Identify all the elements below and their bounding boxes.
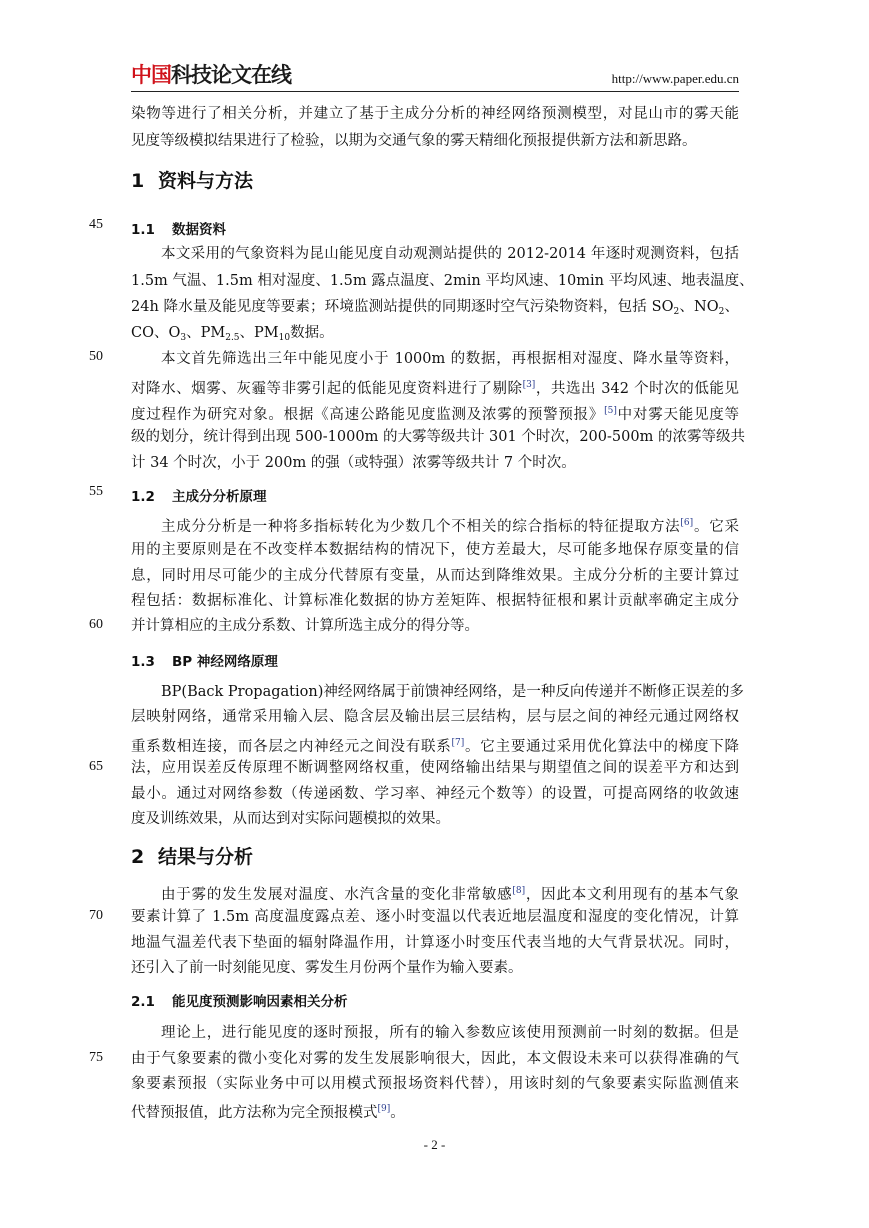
text-line: 度及训练效果，从而达到对实际问题模拟的效果。	[131, 811, 450, 827]
page-header	[131, 62, 739, 92]
text-line: 象要素预报（实际业务中可以用模式预报场资料代替），用该时刻的气象要素实际监测值来	[131, 1076, 739, 1092]
citation-ref[interactable]: [5]	[604, 406, 617, 416]
line-number: 45	[89, 217, 103, 232]
line-number: 55	[89, 484, 103, 499]
text-line: 对降水、烟雾、灰霾等非雾引起的低能见度资料进行了剔除[3]，共选出 342 个时次的低能见	[131, 380, 739, 397]
logo-dark-text: 科技论文在线	[171, 63, 291, 87]
line-number: 75	[89, 1050, 103, 1065]
text-line: BP(Back Propagation)神经网络属于前馈神经网络，是一种反向传递并不断修正误差的多	[161, 684, 744, 700]
text-line: 地温气温差代表下垫面的辐射降温作用，计算逐小时变压代表当地的大气背景状况。同时，	[131, 935, 739, 951]
text-line: 见度等级模拟结果进行了检验，以期为交通气象的雾天精细化预报提供新方法和新思路。	[131, 133, 697, 149]
section-heading: 1 资料与方法	[131, 170, 254, 192]
section-heading: 2 结果与分析	[131, 846, 254, 868]
text-line: 代替预报值，此方法称为完全预报模式[9]。	[131, 1104, 405, 1121]
line-number: 70	[89, 908, 103, 923]
text-line: 本文首先筛选出三年中能见度小于 1000m 的数据，再根据相对湿度、降水量等资料，	[161, 351, 739, 367]
line-number: 65	[89, 759, 103, 774]
text-line: 主成分分析是一种将多指标转化为少数几个不相关的综合指标的特征提取方法[6]。它采	[161, 518, 740, 535]
text-line: 程包括：数据标准化、计算标准化数据的协方差矩阵、根据特征根和累计贡献率确定主成分	[131, 593, 739, 609]
citation-ref[interactable]: [6]	[680, 518, 694, 528]
citation-ref[interactable]: [9]	[377, 1104, 391, 1114]
text-line: 法，应用误差反传原理不断调整网络权重，使网络输出结果与期望值之间的误差平方和达到	[131, 760, 739, 776]
line-number: 60	[89, 617, 103, 632]
text-line: 计 34 个时次，小于 200m 的强（或特强）浓雾等级共计 7 个时次。	[131, 455, 576, 471]
text-line: 还引入了前一时刻能见度、雾发生月份两个量作为输入要素。	[131, 960, 523, 976]
logo-red-text: 中国	[131, 63, 171, 87]
text-line: 重系数相连接，而各层之内神经元之间没有联系[7]。它主要通过采用优化算法中的梯度下降	[131, 738, 740, 755]
header-rule	[131, 91, 739, 92]
page-number: - 2 -	[423, 1137, 446, 1152]
text-line: 24h 降水量及能见度等要素；环境监测站提供的同期逐时空气污染物资料，包括 $SO_2$、$NO_2$、	[131, 299, 740, 317]
citation-ref[interactable]: [8]	[512, 886, 526, 896]
subsection-heading: 1.3 BP 神经网络原理	[131, 654, 278, 670]
subsection-heading: 1.2 主成分分析原理	[131, 489, 267, 505]
text-line: 度过程作为研究对象。根据《高速公路能见度监测及浓雾的预警预报》[5]中对雾天能见度等	[131, 406, 740, 423]
journal-logo	[131, 62, 291, 88]
line-number: 50	[89, 349, 103, 364]
text-line: 用的主要原则是在不改变样本数据结构的情况下，使方差最大，尽可能多地保存原变量的信	[131, 542, 739, 558]
text-line: 层映射网络，通常采用输入层、隐含层及输出层三层结构，层与层之间的神经元通过网络权	[131, 709, 739, 725]
text-line: 本文采用的气象资料为昆山能见度自动观测站提供的 2012-2014 年逐时观测资料，包括	[161, 246, 739, 262]
text-line: 级的划分，统计得到出现 500-1000m 的大雾等级共计 301 个时次，200-500m 的浓雾等级共	[131, 429, 745, 445]
text-line: CO、$O_3$、$PM_{2.5}$、$PM_{10}$数据。	[131, 325, 334, 343]
text-line: 并计算相应的主成分系数、计算所选主成分的得分等。	[131, 618, 479, 634]
text-line: 要素计算了 1.5m 高度温度露点差、逐小时变温以代表近地层温度和湿度的变化情况，计算	[131, 909, 739, 925]
text-line: 由于雾的发生发展对温度、水汽含量的变化非常敏感[8]，因此本文利用现有的基本气象	[161, 886, 740, 903]
subsection-heading: 1.1 数据资料	[131, 222, 226, 238]
citation-ref[interactable]: [7]	[451, 738, 465, 748]
text-line: 1.5m 气温、1.5m 相对湿度、1.5m 露点温度、2min 平均风速、10min 平均风速、地表温度、	[131, 273, 754, 289]
header-url: http://www.paper.edu.cn	[611, 71, 739, 86]
text-line: 最小。通过对网络参数（传递函数、学习率、神经元个数等）的设置，可提高网络的收敛速	[131, 786, 739, 802]
text-line: 理论上，进行能见度的逐时预报，所有的输入参数应该使用预测前一时刻的数据。但是	[161, 1025, 739, 1041]
text-line: 染物等进行了相关分析，并建立了基于主成分分析的神经网络预测模型，对昆山市的雾天能	[131, 106, 739, 122]
subsection-heading: 2.1 能见度预测影响因素相关分析	[131, 994, 348, 1010]
citation-ref[interactable]: [3]	[522, 380, 536, 390]
text-line: 息，同时用尽可能少的主成分代替原有变量，从而达到降维效果。主成分分析的主要计算过	[131, 568, 739, 584]
text-line: 由于气象要素的微小变化对雾的发生发展影响很大，因此，本文假设未来可以获得准确的气	[131, 1051, 739, 1067]
